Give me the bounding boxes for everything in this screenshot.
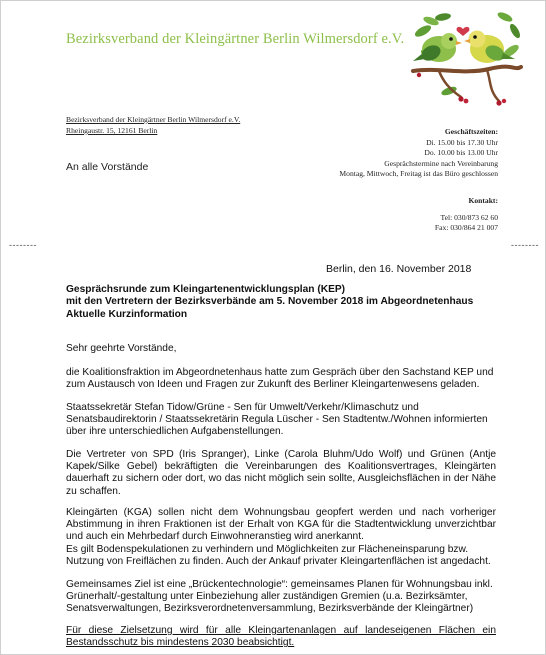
subject-line-1: Gesprächsrunde zum Kleingartenentwicklungsplan (KEP) [66, 284, 346, 295]
letter-subject [66, 284, 506, 321]
sender-name: Bezirksverband der Kleingärtner Berlin Wilmersdorf e.V. [66, 115, 241, 124]
fold-mark-right: -------- [511, 240, 539, 250]
birds-on-branch-icon [409, 9, 524, 109]
office-hours-thursday: Do. 10.00 bis 13.00 Uhr [424, 148, 498, 158]
office-hours-tuesday: Di. 15.00 bis 17.30 Uhr [426, 137, 498, 147]
paragraph-goal: Gemeinsames Ziel ist eine „Brückentechnologie“: gemeinsames Planen für Wohnungsbau inkl. Grünerhalt/-gestaltung unter Einbeziehung aller zuständigen Gremien (u.a. Bezirksämter, Senatsverwaltungen, Bezirksverordnetenversammlung, Bezirksverbände der Kleingärtner) [66, 579, 493, 615]
office-contact-block [339, 127, 498, 234]
paragraph-parties: Die Vertreter von SPD (Iris Spranger), Linke (Carola Bluhm/Udo Wolf) und Grünen (Antje Kapek/Silke Gebel) bekräftigten die Vereinbarungen des Koalitionsvertrages, Kleingärten dauerhaft zu sichern oder dort, wo das nicht möglich sein sollte, Ausgleichsflächen in der Nähe zu schaffen. [66, 449, 496, 497]
recipient-line: An alle Vorstände [66, 161, 149, 173]
paragraph-speakers: Staatssekretär Stefan Tidow/Grüne - Sen für Umwelt/Verkehr/Klimaschutz und Senatsbaudirektorin / Staatssekretärin Regula Lüscher - Sen Stadtentw./Wohnen informierten über ihre unterschiedlichen Aufgabenstellungen. [66, 402, 488, 438]
paragraph-kga: Kleingärten (KGA) sollen nicht dem Wohnungsbau geopfert werden und nach vorheriger Abstimmung in ihren Fraktionen ist der Erhalt von KGA für die Stadtentwicklung unverzichtbar und auch ein Mehrbedarf durch Einwohneranstieg wird anerkannt. [66, 507, 496, 543]
contact-fax: Fax: 030/864 21 007 [434, 223, 498, 233]
sender-address [66, 114, 240, 136]
contact-phone: Tel: 030/873 62 60 [440, 212, 498, 222]
paragraph-speculation: Es gilt Bodenspekulationen zu verhindern und Möglichkeiten zur Flächeneinsparung bzw. Nutzung von Freiflächen zu finden. Auch der Ankauf privater Kleingartenflächen ist angedacht. [66, 544, 491, 568]
subject-line-3: Aktuelle Kurzinformation [66, 308, 188, 320]
salutation: Sehr geehrte Vorstände, [66, 343, 177, 354]
contact-header: Kontakt: [468, 195, 498, 205]
office-hours-closed: Montag, Mittwoch, Freitag ist das Büro geschlossen [339, 169, 498, 179]
subject-line-2: mit den Vertretern der Bezirksverbände am 5. November 2018 im Abgeordnetenhaus [66, 296, 474, 308]
paragraph-intro: die Koalitionsfraktion im Abgeordnetenhaus hatte zum Gespräch über den Sachstand KEP und zum Austausch von Ideen und Fragen zur Zukunft des Berliner Kleingartenwesens geladen. [66, 367, 494, 391]
paragraph-protection: Für diese Zielsetzung wird für alle Kleingartenanlagen auf landeseigenen Flächen ein Bestandsschutz bis mindestens 2030 beabsichtigt. [66, 625, 496, 649]
sender-street: Rheingaustr. 15, 12161 Berlin [66, 126, 158, 135]
letter-date: Berlin, den 16. November 2018 [326, 263, 472, 275]
fold-mark-left: -------- [9, 240, 37, 250]
org-name-heading: Bezirksverband der Kleingärtner Berlin Wilmersdorf e.V. [66, 31, 405, 47]
office-hours-header: Geschäftszeiten: [444, 127, 498, 136]
office-hours-appointments: Gesprächstermine nach Vereinbarung [384, 158, 498, 168]
